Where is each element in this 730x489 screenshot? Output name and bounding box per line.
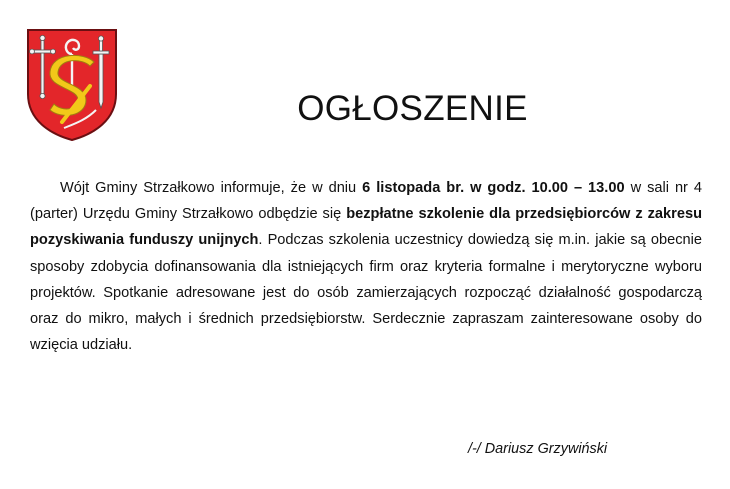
- paragraph-text-1: Wójt Gminy Strzałkowo informuje, że w dniu: [60, 180, 363, 196]
- paragraph-training-bold: bezpłatne szkolenie dla przedsiębiorców z zakresu pozyskiwania funduszy unijnych: [30, 206, 702, 249]
- paragraph-text-3: . Podczas szkolenia uczestnicy dowiedzą się m.in. jakie są obecnie sposoby zdobycia dofinansowania dla istniejących firm oraz kryteria formalne i merytoryczne wyboru projektów. Spotkanie adresowane jest do osób zamierzających rozpocząć działalność gospodarczą oraz do mikro, małych i średnich przedsiębiorstw. Serdecznie zapraszam zainteresowane osoby do wzięcia udziału.: [30, 232, 702, 354]
- announcement-paragraph: [30, 175, 702, 358]
- paragraph-text-2: w sali nr 4 (parter) Urzędu Gminy Strzałkowo odbędzie się: [30, 180, 703, 223]
- document-title: OGŁOSZENIE: [297, 89, 528, 128]
- signature: /-/ Dariusz Grzywiński: [468, 441, 608, 457]
- paragraph-date-bold: 6 listopada br. w godz. 10.00 – 13.00: [362, 180, 625, 196]
